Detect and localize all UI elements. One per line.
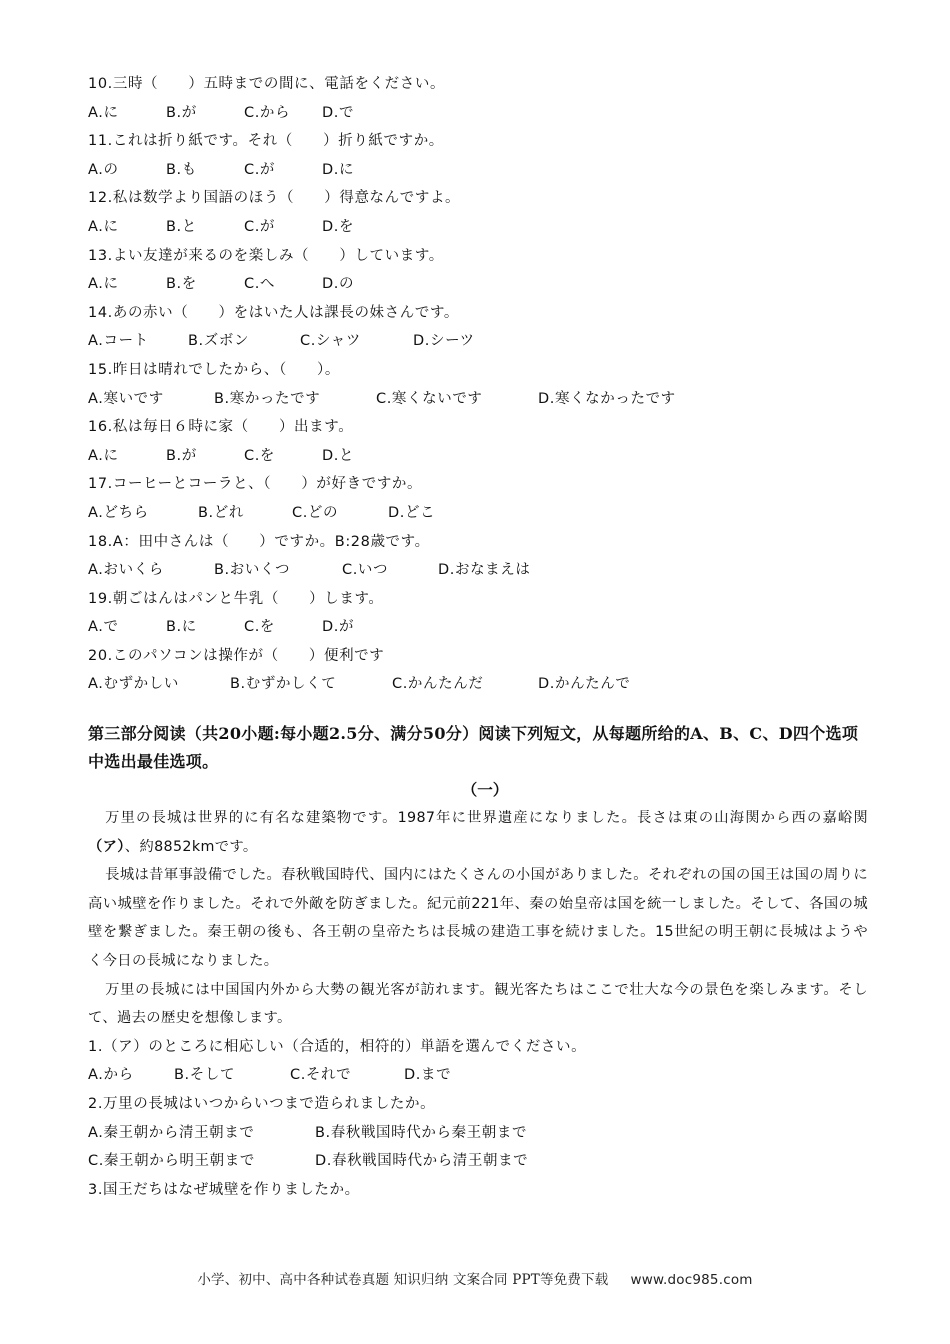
options-14 <box>88 327 868 356</box>
footer-text: 小学、初中、高中各种试卷真题 知识归纳 文案合同 PPT等免费下载 <box>197 1272 609 1288</box>
footer-site-link[interactable]: www.doc985.com <box>630 1272 753 1288</box>
question-18: 18.A：田中さんは（ ）ですか。B:28歳です。 <box>88 533 430 550</box>
option-d: D.の <box>322 276 355 293</box>
passage-paragraph-3: 万里の長城には中国国内外から大勢の観光客が訪れます。観光客たちはここで壮大な今の景色を楽しみます。そして、過去の歴史を想像します。 <box>88 981 868 1027</box>
passage-paragraph-2: 長城は昔軍事設備でした。春秋戦国時代、国内にはたくさんの小国がありました。それぞれの国の国王は国の周りに高い城壁を作りました。それで外敵を防ぎました。紀元前221年、秦の始皇帝は国を統一しました。そして、各国の城壁を繋ぎました。秦王朝の後も、各王朝の皇帝たちは長城の建造工事を続けました。15世紀の明王朝に長城はようやく今日の長城になりました。 <box>88 867 868 970</box>
option-a: A.から <box>88 1067 134 1084</box>
option-a: A.どちら <box>88 504 149 521</box>
option-d: D.で <box>322 104 355 121</box>
question-20: 20.このパソコンは操作が（ ）便利です <box>88 647 385 664</box>
option-a: A.に <box>88 447 119 464</box>
options-13 <box>88 270 868 299</box>
option-c: C.から <box>244 104 291 121</box>
option-b: B.春秋戦国時代から秦王朝まで <box>315 1124 528 1141</box>
option-c: C.秦王朝から明王朝まで <box>88 1153 255 1170</box>
option-b: B.どれ <box>198 504 244 521</box>
option-b: B.寒かったです <box>214 390 321 407</box>
option-a: A.に <box>88 218 119 235</box>
option-b: B.と <box>166 218 197 235</box>
question-13: 13.よい友達が来るのを楽しみ（ ）しています。 <box>88 247 444 264</box>
option-d: D.まで <box>404 1067 452 1084</box>
passage-subtitle: （一） <box>461 780 509 800</box>
option-d: D.が <box>322 619 355 636</box>
option-c: C.が <box>244 218 276 235</box>
question-list <box>88 70 868 699</box>
option-a: A.寒いです <box>88 390 164 407</box>
reading-options-2a <box>88 1119 868 1148</box>
reading-options-2b <box>88 1147 868 1176</box>
option-c: C.いつ <box>342 562 389 579</box>
option-d: D.どこ <box>388 504 436 521</box>
option-d: D.かんたんで <box>538 676 631 693</box>
option-c: C.どの <box>292 504 339 521</box>
section-heading: 第三部分阅读（共20小题:每小题2.5分、满分50分）阅读下列短文，从每题所给的A、B、C、D四个选项中选出最佳选项。 <box>88 724 859 772</box>
option-c: C.が <box>244 161 276 178</box>
question-19: 19.朝ごはんはパンと牛乳（ ）します。 <box>88 590 384 607</box>
option-a: A.の <box>88 161 119 178</box>
reading-passage <box>88 804 868 1033</box>
option-b: B.が <box>166 104 197 121</box>
option-a: A.おいくら <box>88 562 164 579</box>
option-d: D.おなまえは <box>438 562 531 579</box>
option-a: A.コート <box>88 333 149 350</box>
question-15: 15.昨日は晴れでしたから、（ ）。 <box>88 361 340 378</box>
passage-paragraph-1 <box>88 804 868 861</box>
option-b: B.を <box>166 276 197 293</box>
options-19 <box>88 613 868 642</box>
option-c: C.寒くないです <box>376 390 483 407</box>
option-b: B.も <box>166 161 197 178</box>
question-12: 12.私は数学より国語のほう（ ）得意なんですよ。 <box>88 190 461 207</box>
reading-question-2: 2.万里の長城はいつからいつまで造られましたか。 <box>88 1096 436 1112</box>
question-10: 10.三時（ ）五時までの間に、電話をください。 <box>88 76 446 92</box>
option-c: C.を <box>244 619 276 636</box>
option-c: C.かんたんだ <box>392 676 484 693</box>
option-b: B.おいくつ <box>214 562 291 579</box>
options-10 <box>88 99 868 128</box>
options-18 <box>88 556 868 585</box>
option-a: A.秦王朝から清王朝まで <box>88 1124 255 1141</box>
exam-content <box>88 70 868 1204</box>
options-20 <box>88 670 868 699</box>
option-b: B.ズボン <box>188 333 250 350</box>
options-11 <box>88 156 868 185</box>
option-c: C.それで <box>290 1067 352 1084</box>
reading-options-1 <box>88 1061 868 1090</box>
option-a: A.で <box>88 619 119 636</box>
options-15 <box>88 385 868 414</box>
option-b: B.むずかしくて <box>230 676 337 693</box>
options-17 <box>88 499 868 528</box>
option-c: C.シャツ <box>300 333 361 350</box>
question-17: 17.コーヒーとコーラと、（ ）が好きですか。 <box>88 476 423 493</box>
option-d: D.シーツ <box>413 333 475 350</box>
blank-marker: （ア） <box>88 838 125 855</box>
option-a: A.に <box>88 104 119 121</box>
options-16 <box>88 442 868 471</box>
option-d: D.を <box>322 218 355 235</box>
question-16: 16.私は毎日６時に家（ ）出ます。 <box>88 419 354 436</box>
option-c: C.へ <box>244 276 276 293</box>
option-d: D.寒くなかったです <box>538 390 676 407</box>
options-12 <box>88 213 868 242</box>
option-c: C.を <box>244 447 276 464</box>
option-d: D.春秋戦国時代から清王朝まで <box>315 1153 529 1170</box>
reading-question-3: 3.国王だちはなぜ城壁を作りましたか。 <box>88 1181 360 1198</box>
option-d: D.と <box>322 447 355 464</box>
option-b: B.に <box>166 619 197 636</box>
option-a: A.に <box>88 276 119 293</box>
option-a: A.むずかしい <box>88 676 179 693</box>
option-d: D.に <box>322 161 355 178</box>
question-14: 14.あの赤い（ ）をはいた人は課長の妹さんです。 <box>88 304 459 321</box>
option-b: B.そして <box>174 1067 236 1084</box>
paragraph-text: 万里の長城は世界的に有名な建築物です。1987年に世界遺産になりました。長さは東の山海関から西の嘉峪関 <box>105 810 868 827</box>
page-footer <box>0 1268 950 1288</box>
option-b: B.が <box>166 447 197 464</box>
question-11: 11.これは折り紙です。それ（ ）折り紙ですか。 <box>88 133 444 150</box>
paragraph-text: 、約8852kmです。 <box>124 838 258 855</box>
reading-question-1: 1.（ア）のところに相応しい（合适的，相符的）単語を選んでください。 <box>88 1038 587 1055</box>
